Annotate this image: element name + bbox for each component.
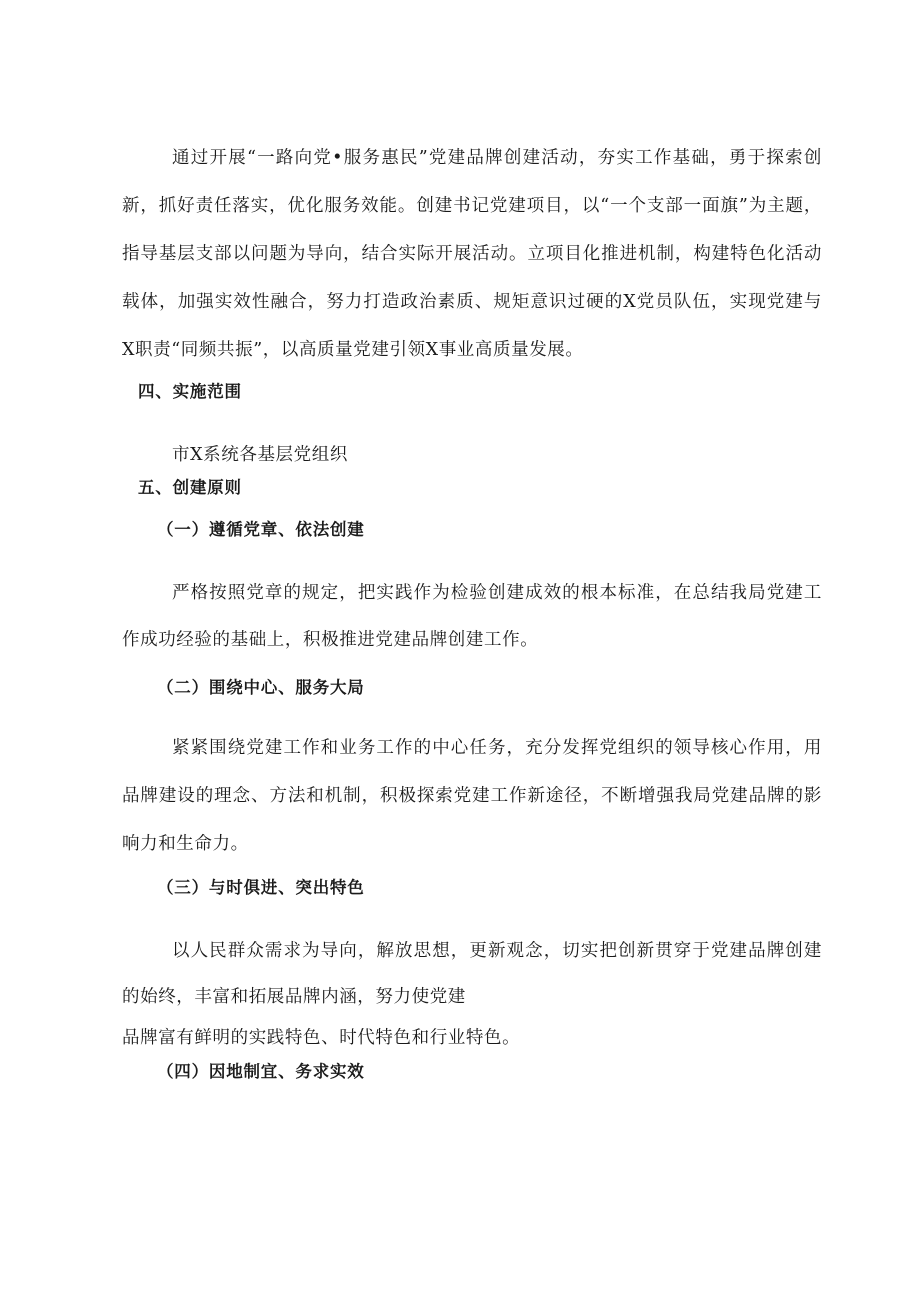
principle-2-line-3: 响力和生命力。 <box>122 834 249 854</box>
intro-line-2: 新，抓好责任落实，优化服务效能。创建书记党建项目，以“一个支部一面旗”为主题， <box>122 196 822 216</box>
principle-3-heading: （三）与时俱进、突出特色 <box>157 878 365 897</box>
principle-1-line-2: 作成功经验的基础上，积极推进党建品牌创建工作。 <box>122 630 539 650</box>
principle-2-line-2: 品牌建设的理念、方法和机制，积极探索党建工作新途径，不断增强我局党建品牌的影 <box>122 786 822 806</box>
intro-line-4: 载体，加强实效性融合，努力打造政治素质、规矩意识过硬的X党员队伍，实现党建与 <box>122 292 822 312</box>
principle-3-line-2: 的始终，丰富和拓展品牌内涵，努力使党建 <box>122 987 466 1007</box>
intro-line-5: X职责“同频共振”，以高质量党建引领X事业高质量发展。 <box>122 340 584 360</box>
intro-line-3: 指导基层支部以问题为导向，结合实际开展活动。立项目化推进机制，构建特色化活动 <box>122 244 822 264</box>
intro-line-1: 通过开展“一路向党•服务惠民”党建品牌创建活动，夯实工作基础，勇于探索创 <box>172 148 822 168</box>
scope-text: 市X系统各基层党组织 <box>172 445 348 465</box>
principle-2-line-1: 紧紧围绕党建工作和业务工作的中心任务，充分发挥党组织的领导核心作用，用 <box>172 738 822 758</box>
principle-1-heading: （一）遵循党章、依法创建 <box>157 520 365 539</box>
principle-3-line-3: 品牌富有鲜明的实践特色、时代特色和行业特色。 <box>122 1028 521 1048</box>
section-heading-principles: 五、创建原则 <box>138 478 242 497</box>
principle-1-line-1: 严格按照党章的规定，把实践作为检验创建成效的根本标准，在总结我局党建工 <box>172 583 822 603</box>
section-heading-scope: 四、实施范围 <box>138 382 242 401</box>
principle-4-heading: （四）因地制宜、务求实效 <box>157 1062 365 1081</box>
principle-3-line-1: 以人民群众需求为导向，解放思想，更新观念，切实把创新贯穿于党建品牌创建 <box>172 941 822 961</box>
principle-2-heading: （二）围绕中心、服务大局 <box>157 678 365 697</box>
